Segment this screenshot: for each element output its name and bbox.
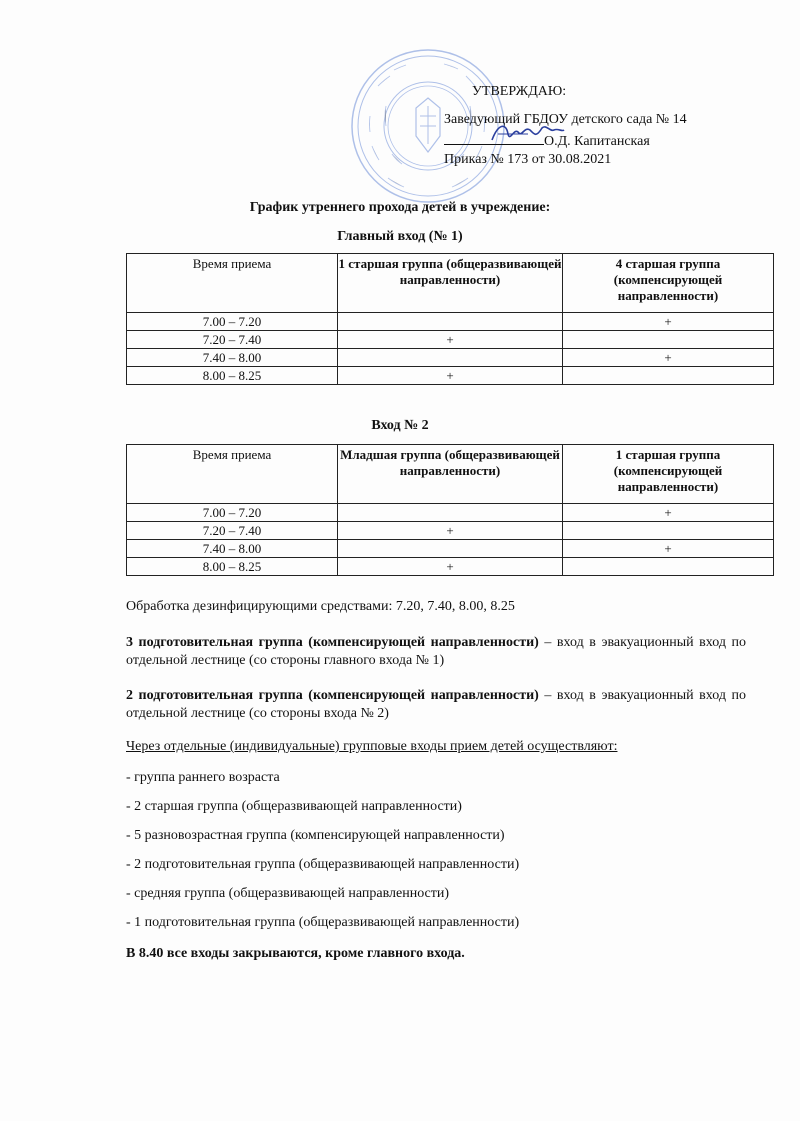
- mark-cell: [338, 313, 563, 331]
- table-row: [127, 313, 774, 331]
- header-group-a: Младшая группа (общеразвивающей направленности): [338, 445, 563, 504]
- table-row: [127, 540, 774, 558]
- table2-caption: Вход № 2: [371, 418, 429, 433]
- table-row: [127, 558, 774, 576]
- header-group-b: 4 старшая группа (компенсирующей направленности): [563, 254, 774, 313]
- mark-cell: [338, 540, 563, 558]
- mark-cell: +: [338, 522, 563, 540]
- group-list-item: - группа раннего возраста: [126, 770, 280, 785]
- group-list-item: - 2 старшая группа (общеразвивающей направленности): [126, 799, 462, 814]
- table-row: [127, 504, 774, 522]
- para2-text: – вход в эвакуационный вход по отдельной лестнице (со стороны входа № 2): [126, 688, 746, 721]
- schedule-title: График утреннего прохода детей в учреждение:: [249, 200, 551, 215]
- group-list-item: - 1 подготовительная группа (общеразвивающей направленности): [126, 915, 520, 930]
- entrance-2-table: [126, 444, 774, 576]
- mark-cell: [563, 558, 774, 576]
- mark-cell: +: [338, 558, 563, 576]
- time-cell: 7.20 – 7.40: [127, 522, 338, 540]
- para1-text: – вход в эвакуационный вход по отдельной лестнице (со стороны главного входа № 1): [126, 635, 746, 668]
- table-row: [127, 522, 774, 540]
- mark-cell: +: [338, 367, 563, 385]
- table-row: [127, 367, 774, 385]
- mark-cell: +: [563, 504, 774, 522]
- mark-cell: [338, 349, 563, 367]
- mark-cell: [338, 504, 563, 522]
- approval-position: Заведующий ГБДОУ детского сада № 14: [444, 112, 687, 127]
- mark-cell: +: [563, 349, 774, 367]
- approval-order: Приказ № 173 от 30.08.2021: [444, 152, 612, 167]
- time-cell: 8.00 – 8.25: [127, 558, 338, 576]
- table-row: [127, 349, 774, 367]
- group-list-item: - 2 подготовительная группа (общеразвивающей направленности): [126, 857, 520, 872]
- separate-entrances-heading: Через отдельные (индивидуальные) групповые входы прием детей осуществляют:: [126, 739, 618, 754]
- time-cell: 7.20 – 7.40: [127, 331, 338, 349]
- main-entrance-table: [126, 253, 774, 385]
- mark-cell: [563, 367, 774, 385]
- mark-cell: +: [338, 331, 563, 349]
- evacuation-paragraph-1: [126, 634, 746, 670]
- time-cell: 8.00 – 8.25: [127, 367, 338, 385]
- table-header-row: [127, 254, 774, 313]
- evacuation-paragraph-2: [126, 687, 746, 723]
- header-group-b: 1 старшая группа (компенсирующей направленности): [563, 445, 774, 504]
- group-list-item: - средняя группа (общеразвивающей направленности): [126, 886, 450, 901]
- para1-group: 3 подготовительная группа (компенсирующей направленности): [126, 635, 539, 650]
- time-cell: 7.00 – 7.20: [127, 504, 338, 522]
- mark-cell: +: [563, 540, 774, 558]
- time-cell: 7.40 – 8.00: [127, 349, 338, 367]
- handwritten-signature: [488, 118, 566, 148]
- mark-cell: [563, 522, 774, 540]
- header-time: Время приема: [127, 254, 338, 313]
- mark-cell: +: [563, 313, 774, 331]
- table-row: [127, 331, 774, 349]
- para2-group: 2 подготовительная группа (компенсирующей направленности): [126, 688, 539, 703]
- group-list-item: - 5 разновозрастная группа (компенсирующей направленности): [126, 828, 505, 843]
- time-cell: 7.00 – 7.20: [127, 313, 338, 331]
- closing-note: В 8.40 все входы закрываются, кроме главного входа.: [126, 946, 465, 961]
- table1-caption: Главный вход (№ 1): [337, 229, 463, 244]
- approval-name: О.Д. Капитанская: [544, 134, 650, 149]
- disinfection-note: Обработка дезинфицирующими средствами: 7.20, 7.40, 8.00, 8.25: [126, 599, 515, 614]
- approval-heading: УТВЕРЖДАЮ:: [472, 84, 567, 99]
- table-header-row: [127, 445, 774, 504]
- header-time: Время приема: [127, 445, 338, 504]
- time-cell: 7.40 – 8.00: [127, 540, 338, 558]
- header-group-a: 1 старшая группа (общеразвивающей направленности): [338, 254, 563, 313]
- mark-cell: [563, 331, 774, 349]
